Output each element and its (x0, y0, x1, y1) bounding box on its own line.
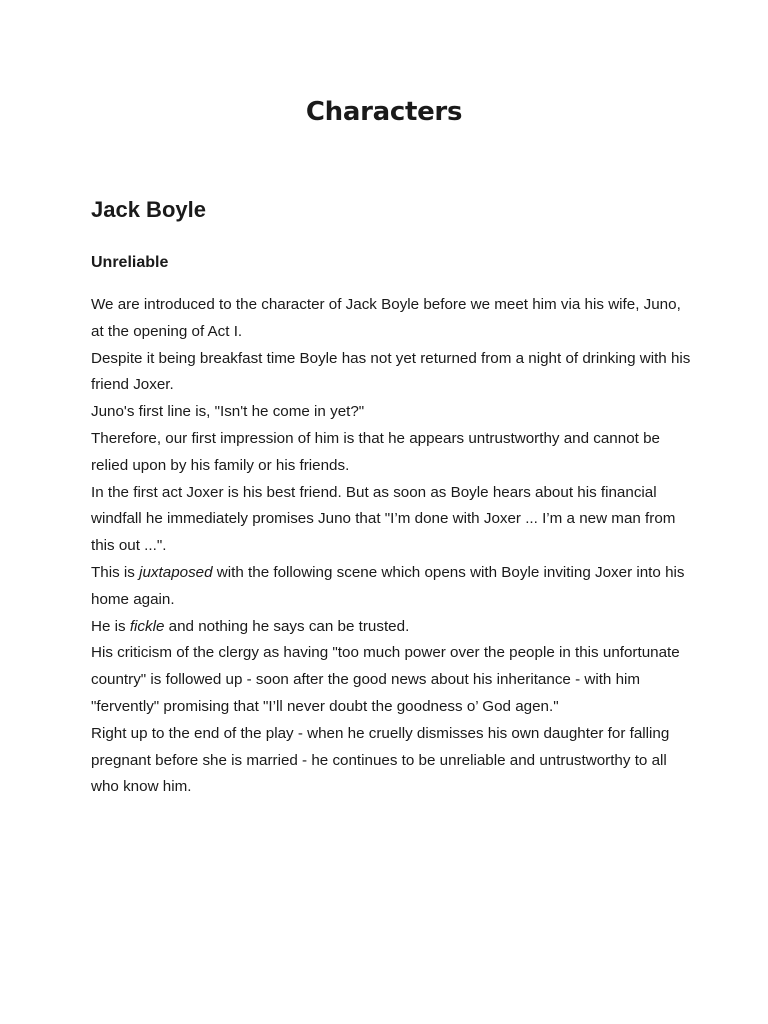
subheading: Unreliable (91, 254, 169, 271)
text-run: with the following scene which opens with Boyle inviting Joxer into his home again. (91, 563, 685, 608)
paragraph (91, 560, 691, 614)
paragraph: His criticism of the clergy as having "too much power over the people in this unfortunate country" is followed up - soon after the good news about his inheritance - with him "fervently" promising that "I’ll never doubt the goodness o’ God agen." (91, 644, 680, 715)
paragraph: Juno's first line is, "Isn't he come in yet?" (91, 403, 365, 421)
text-run: and nothing he says can be trusted. (164, 617, 410, 635)
body-text (91, 292, 691, 801)
paragraph: Right up to the end of the play - when he cruelly dismisses his own daughter for falling pregnant before she is married - he continues to be unreliable and untrustworthy to all who know him. (91, 724, 670, 796)
paragraph: We are introduced to the character of Jack Boyle before we meet him via his wife, Juno, at the opening of Act I. (91, 296, 681, 340)
section-heading: Jack Boyle (91, 197, 206, 222)
page-title: Characters (305, 97, 463, 127)
paragraph: Despite it being breakfast time Boyle has not yet returned from a night of drinking with his friend Joxer. (91, 349, 691, 394)
paragraph: Therefore, our first impression of him is that he appears untrustworthy and cannot be relied upon by his family or his friends. (91, 429, 660, 474)
text-run: He is (91, 617, 130, 635)
text-run: This is (91, 563, 140, 581)
paragraph (91, 614, 691, 641)
emphasis-text: juxtaposed (139, 563, 213, 581)
paragraph: In the first act Joxer is his best friend. But as soon as Boyle hears about his financial windfall he immediately promises Juno that "I’m done with Joxer ... I’m a new man from this out ...". (91, 483, 676, 555)
emphasis-text: fickle (129, 617, 165, 635)
